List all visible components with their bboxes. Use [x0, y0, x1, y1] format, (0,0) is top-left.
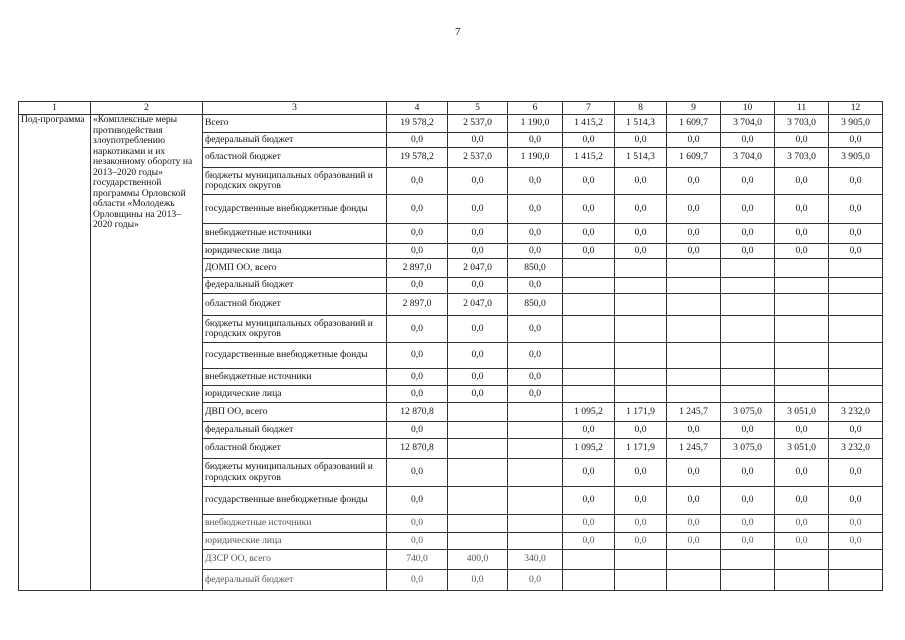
- value-cell: [667, 259, 721, 278]
- funding-source-label: юридические лица: [203, 244, 387, 259]
- value-cell: 0,0: [387, 244, 448, 259]
- value-cell: [615, 294, 667, 316]
- value-cell: 0,0: [508, 316, 563, 343]
- value-cell: [829, 550, 883, 570]
- page-number: 7: [455, 26, 461, 38]
- value-cell: [563, 316, 615, 343]
- value-cell: [448, 459, 508, 487]
- value-cell: 1 415,2: [563, 115, 615, 133]
- table-row: [19, 115, 883, 133]
- value-cell: 0,0: [829, 168, 883, 195]
- funding-source-label: государственные внебюджетные фонды: [203, 343, 387, 369]
- value-cell: 1 245,7: [667, 403, 721, 422]
- value-cell: [721, 316, 775, 343]
- value-cell: 3 075,0: [721, 403, 775, 422]
- value-cell: [829, 369, 883, 386]
- funding-source-label: внебюджетные источники: [203, 224, 387, 244]
- value-cell: 400,0: [448, 550, 508, 570]
- value-cell: 3 232,0: [829, 439, 883, 459]
- value-cell: 0,0: [721, 422, 775, 439]
- value-cell: 0,0: [508, 386, 563, 403]
- value-cell: [563, 570, 615, 591]
- value-cell: 0,0: [563, 168, 615, 195]
- value-cell: 0,0: [508, 133, 563, 148]
- value-cell: 0,0: [448, 278, 508, 294]
- funding-source-label: бюджеты муниципальных образований и городских округов: [203, 316, 387, 343]
- value-cell: 0,0: [667, 422, 721, 439]
- value-cell: 0,0: [387, 168, 448, 195]
- value-cell: 0,0: [667, 195, 721, 224]
- value-cell: 0,0: [615, 533, 667, 550]
- value-cell: 0,0: [721, 515, 775, 533]
- value-cell: 0,0: [448, 316, 508, 343]
- value-cell: 0,0: [775, 422, 829, 439]
- value-cell: 2 897,0: [387, 294, 448, 316]
- header-cell: 9: [667, 102, 721, 115]
- header-cell: 3: [203, 102, 387, 115]
- value-cell: 3 905,0: [829, 115, 883, 133]
- value-cell: 0,0: [667, 459, 721, 487]
- value-cell: [721, 550, 775, 570]
- value-cell: [775, 386, 829, 403]
- value-cell: 850,0: [508, 294, 563, 316]
- value-cell: 1 171,9: [615, 403, 667, 422]
- value-cell: 0,0: [615, 515, 667, 533]
- value-cell: [829, 294, 883, 316]
- value-cell: 0,0: [448, 195, 508, 224]
- value-cell: [448, 487, 508, 515]
- value-cell: 0,0: [387, 487, 448, 515]
- value-cell: [829, 278, 883, 294]
- value-cell: 19 578,2: [387, 115, 448, 133]
- value-cell: [721, 570, 775, 591]
- header-cell: 10: [721, 102, 775, 115]
- value-cell: [563, 550, 615, 570]
- value-cell: 0,0: [615, 224, 667, 244]
- value-cell: 0,0: [508, 168, 563, 195]
- value-cell: 0,0: [563, 195, 615, 224]
- funding-source-label: бюджеты муниципальных образований и городских округов: [203, 459, 387, 487]
- value-cell: [775, 259, 829, 278]
- value-cell: 0,0: [721, 168, 775, 195]
- value-cell: [615, 259, 667, 278]
- value-cell: 740,0: [387, 550, 448, 570]
- funding-source-label: государственные внебюджетные фонды: [203, 195, 387, 224]
- value-cell: 2 537,0: [448, 148, 508, 168]
- value-cell: 0,0: [615, 459, 667, 487]
- value-cell: 3 051,0: [775, 403, 829, 422]
- value-cell: [667, 369, 721, 386]
- funding-source-label: областной бюджет: [203, 294, 387, 316]
- value-cell: [667, 570, 721, 591]
- value-cell: [775, 294, 829, 316]
- value-cell: 0,0: [508, 369, 563, 386]
- value-cell: [775, 550, 829, 570]
- value-cell: [721, 386, 775, 403]
- value-cell: 0,0: [667, 244, 721, 259]
- header-cell: 5: [448, 102, 508, 115]
- value-cell: 0,0: [387, 515, 448, 533]
- value-cell: 0,0: [721, 133, 775, 148]
- value-cell: 0,0: [387, 422, 448, 439]
- value-cell: 0,0: [829, 533, 883, 550]
- value-cell: 0,0: [775, 195, 829, 224]
- value-cell: [829, 570, 883, 591]
- funding-source-label: федеральный бюджет: [203, 570, 387, 591]
- value-cell: 1 514,3: [615, 148, 667, 168]
- value-cell: 0,0: [775, 533, 829, 550]
- value-cell: [448, 439, 508, 459]
- value-cell: 0,0: [508, 278, 563, 294]
- value-cell: 0,0: [721, 224, 775, 244]
- value-cell: 0,0: [615, 195, 667, 224]
- value-cell: 0,0: [667, 133, 721, 148]
- value-cell: 0,0: [387, 533, 448, 550]
- header-cell: 4: [387, 102, 448, 115]
- value-cell: [508, 439, 563, 459]
- funding-source-label: юридические лица: [203, 386, 387, 403]
- value-cell: 0,0: [448, 343, 508, 369]
- value-cell: 0,0: [615, 487, 667, 515]
- header-cell: 11: [775, 102, 829, 115]
- value-cell: [615, 278, 667, 294]
- value-cell: [615, 570, 667, 591]
- value-cell: 0,0: [829, 195, 883, 224]
- value-cell: 0,0: [775, 224, 829, 244]
- value-cell: 1 415,2: [563, 148, 615, 168]
- value-cell: 0,0: [829, 459, 883, 487]
- funding-source-label: внебюджетные источники: [203, 515, 387, 533]
- value-cell: [615, 550, 667, 570]
- value-cell: 12 870,8: [387, 439, 448, 459]
- value-cell: 0,0: [508, 570, 563, 591]
- header-cell: 6: [508, 102, 563, 115]
- value-cell: 0,0: [615, 168, 667, 195]
- value-cell: 0,0: [775, 168, 829, 195]
- value-cell: 0,0: [667, 515, 721, 533]
- value-cell: [448, 515, 508, 533]
- value-cell: 0,0: [775, 487, 829, 515]
- value-cell: 1 609,7: [667, 148, 721, 168]
- value-cell: 0,0: [448, 224, 508, 244]
- value-cell: 12 870,8: [387, 403, 448, 422]
- value-cell: 1 190,0: [508, 115, 563, 133]
- value-cell: [448, 422, 508, 439]
- funding-source-label: внебюджетные источники: [203, 369, 387, 386]
- budget-table: [18, 101, 883, 591]
- value-cell: 3 703,0: [775, 115, 829, 133]
- value-cell: [829, 316, 883, 343]
- value-cell: 0,0: [721, 195, 775, 224]
- value-cell: 0,0: [615, 244, 667, 259]
- value-cell: 3 905,0: [829, 148, 883, 168]
- value-cell: 3 051,0: [775, 439, 829, 459]
- value-cell: [829, 343, 883, 369]
- value-cell: 19 578,2: [387, 148, 448, 168]
- value-cell: 1 514,3: [615, 115, 667, 133]
- value-cell: [508, 487, 563, 515]
- value-cell: 0,0: [448, 570, 508, 591]
- value-cell: [721, 369, 775, 386]
- value-cell: [775, 278, 829, 294]
- value-cell: [508, 403, 563, 422]
- value-cell: 0,0: [563, 244, 615, 259]
- program-name-cell: «Комплексные меры противодействия злоупотреблению наркотиками и их незаконному обороту на 2013–2020 годы» государственной программы Орловской области «Молодежь Орловщины на 2013–2020 годы»: [91, 115, 203, 591]
- value-cell: 3 703,0: [775, 148, 829, 168]
- value-cell: 2 047,0: [448, 294, 508, 316]
- value-cell: 2 047,0: [448, 259, 508, 278]
- value-cell: 1 095,2: [563, 403, 615, 422]
- value-cell: 0,0: [667, 168, 721, 195]
- funding-source-label: ДОМП ОО, всего: [203, 259, 387, 278]
- value-cell: 0,0: [563, 133, 615, 148]
- value-cell: [615, 369, 667, 386]
- value-cell: 0,0: [829, 133, 883, 148]
- value-cell: 0,0: [508, 224, 563, 244]
- value-cell: 0,0: [563, 515, 615, 533]
- value-cell: 0,0: [829, 244, 883, 259]
- value-cell: 0,0: [563, 487, 615, 515]
- value-cell: 0,0: [615, 133, 667, 148]
- value-cell: [667, 316, 721, 343]
- value-cell: [775, 369, 829, 386]
- value-cell: 0,0: [721, 244, 775, 259]
- header-cell: 1: [19, 102, 91, 115]
- value-cell: 3 704,0: [721, 148, 775, 168]
- header-cell: 12: [829, 102, 883, 115]
- funding-source-label: юридические лица: [203, 533, 387, 550]
- value-cell: [563, 294, 615, 316]
- funding-source-label: областной бюджет: [203, 439, 387, 459]
- value-cell: [448, 403, 508, 422]
- value-cell: [721, 294, 775, 316]
- value-cell: 1 171,9: [615, 439, 667, 459]
- value-cell: [508, 422, 563, 439]
- header-cell: 8: [615, 102, 667, 115]
- value-cell: 0,0: [721, 459, 775, 487]
- value-cell: 0,0: [387, 278, 448, 294]
- value-cell: 0,0: [387, 459, 448, 487]
- value-cell: 0,0: [448, 133, 508, 148]
- value-cell: 0,0: [829, 224, 883, 244]
- value-cell: 0,0: [563, 224, 615, 244]
- value-cell: 0,0: [615, 422, 667, 439]
- funding-source-label: государственные внебюджетные фонды: [203, 487, 387, 515]
- value-cell: 0,0: [448, 386, 508, 403]
- value-cell: [615, 343, 667, 369]
- value-cell: 1 190,0: [508, 148, 563, 168]
- value-cell: 0,0: [448, 244, 508, 259]
- value-cell: [508, 459, 563, 487]
- value-cell: [667, 386, 721, 403]
- value-cell: 0,0: [508, 244, 563, 259]
- value-cell: 0,0: [829, 515, 883, 533]
- value-cell: [775, 316, 829, 343]
- value-cell: [721, 343, 775, 369]
- value-cell: [563, 259, 615, 278]
- value-cell: 1 245,7: [667, 439, 721, 459]
- value-cell: [563, 386, 615, 403]
- value-cell: [775, 570, 829, 591]
- value-cell: [667, 550, 721, 570]
- value-cell: 0,0: [563, 533, 615, 550]
- value-cell: [721, 259, 775, 278]
- value-cell: 0,0: [448, 168, 508, 195]
- funding-source-label: областной бюджет: [203, 148, 387, 168]
- header-cell: 2: [91, 102, 203, 115]
- value-cell: [667, 294, 721, 316]
- value-cell: [508, 515, 563, 533]
- value-cell: 340,0: [508, 550, 563, 570]
- funding-source-label: федеральный бюджет: [203, 422, 387, 439]
- value-cell: 0,0: [387, 224, 448, 244]
- value-cell: 0,0: [829, 487, 883, 515]
- header-row: [19, 102, 883, 115]
- funding-source-label: федеральный бюджет: [203, 278, 387, 294]
- value-cell: [563, 369, 615, 386]
- value-cell: 3 704,0: [721, 115, 775, 133]
- value-cell: 0,0: [829, 422, 883, 439]
- value-cell: 0,0: [775, 244, 829, 259]
- value-cell: 0,0: [387, 316, 448, 343]
- value-cell: 0,0: [775, 133, 829, 148]
- funding-source-label: федеральный бюджет: [203, 133, 387, 148]
- value-cell: 1 609,7: [667, 115, 721, 133]
- value-cell: 0,0: [387, 570, 448, 591]
- value-cell: [775, 343, 829, 369]
- value-cell: 0,0: [667, 224, 721, 244]
- value-cell: 2 897,0: [387, 259, 448, 278]
- value-cell: 1 095,2: [563, 439, 615, 459]
- value-cell: 0,0: [667, 533, 721, 550]
- value-cell: [721, 278, 775, 294]
- funding-source-label: ДЗСР ОО, всего: [203, 550, 387, 570]
- program-type-cell: Под-программа: [19, 115, 91, 591]
- value-cell: [667, 278, 721, 294]
- value-cell: 0,0: [721, 533, 775, 550]
- value-cell: 3 232,0: [829, 403, 883, 422]
- funding-source-label: Всего: [203, 115, 387, 133]
- value-cell: 0,0: [775, 515, 829, 533]
- value-cell: 0,0: [721, 487, 775, 515]
- value-cell: 0,0: [387, 195, 448, 224]
- value-cell: [563, 343, 615, 369]
- value-cell: 0,0: [387, 133, 448, 148]
- value-cell: 0,0: [387, 369, 448, 386]
- value-cell: [448, 533, 508, 550]
- value-cell: [829, 386, 883, 403]
- funding-source-label: бюджеты муниципальных образований и городских округов: [203, 168, 387, 195]
- value-cell: 0,0: [563, 459, 615, 487]
- value-cell: 0,0: [563, 422, 615, 439]
- value-cell: 3 075,0: [721, 439, 775, 459]
- value-cell: 850,0: [508, 259, 563, 278]
- value-cell: [615, 316, 667, 343]
- funding-source-label: ДВП ОО, всего: [203, 403, 387, 422]
- value-cell: 2 537,0: [448, 115, 508, 133]
- header-cell: 7: [563, 102, 615, 115]
- value-cell: 0,0: [448, 369, 508, 386]
- value-cell: [563, 278, 615, 294]
- value-cell: 0,0: [508, 343, 563, 369]
- value-cell: 0,0: [775, 459, 829, 487]
- value-cell: [615, 386, 667, 403]
- value-cell: 0,0: [387, 386, 448, 403]
- value-cell: 0,0: [667, 487, 721, 515]
- value-cell: [829, 259, 883, 278]
- value-cell: 0,0: [387, 343, 448, 369]
- value-cell: [667, 343, 721, 369]
- value-cell: [508, 533, 563, 550]
- value-cell: 0,0: [508, 195, 563, 224]
